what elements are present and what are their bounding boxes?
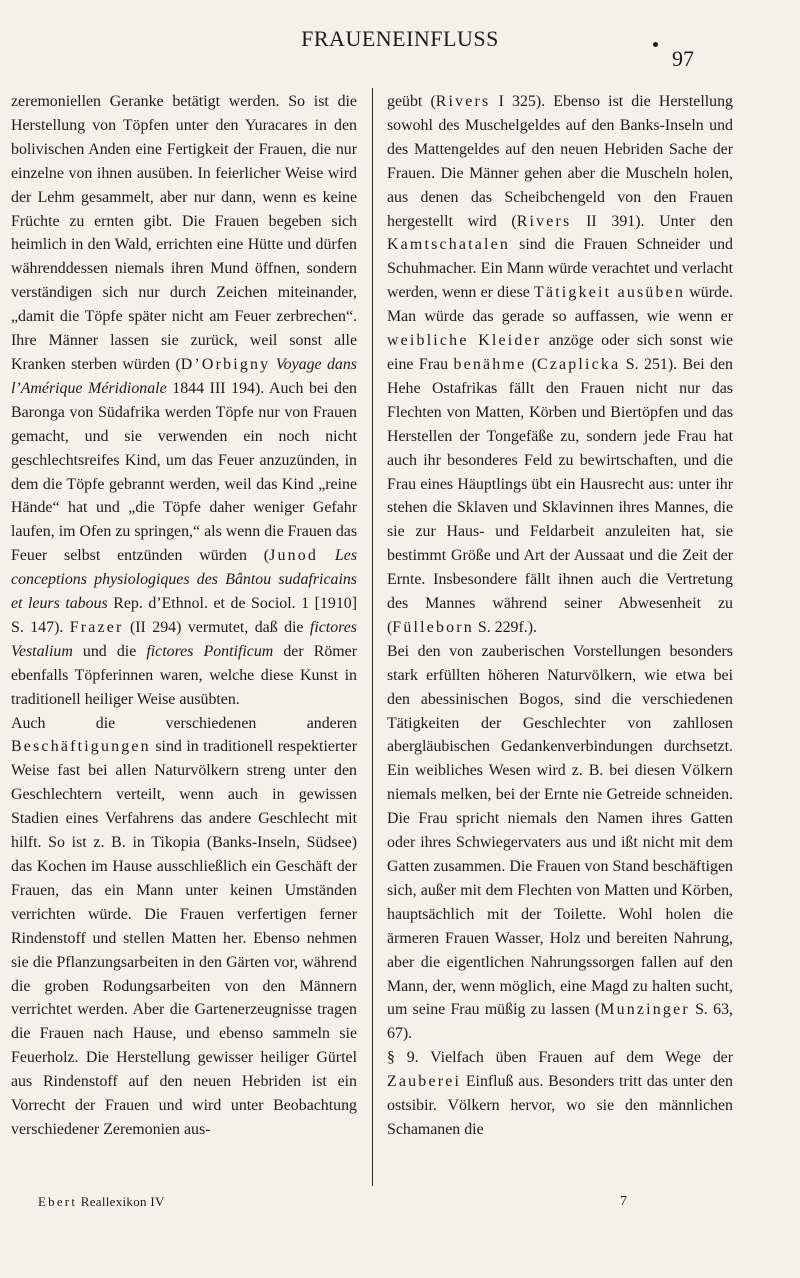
- book-title: Voyage dans l’Amérique Méridionale: [11, 355, 357, 397]
- book-title: Les conceptions physiologiques des Bântou sudafricains et leurs tabous: [11, 547, 357, 613]
- right-paragraph-1: [387, 90, 733, 640]
- emphasized-term: Beschäftigungen: [11, 738, 151, 756]
- author-name: Junod: [269, 547, 319, 565]
- page-header-title: FRAUENEINFLUSS: [301, 26, 499, 51]
- emphasized-term: Zauberei: [387, 1073, 462, 1091]
- text-run: I 325). Ebenso ist die Herstellung sowohl des Muschelgeldes auf den Banks-Inseln und des Mattengeldes auf den neuen Hebriden Sache der Frauen. Die Männer gehen aber die Muscheln holen, aus denen das Scheibchengeld von den Frauen hergestellt wird (: [387, 93, 733, 230]
- text-run: und die: [72, 642, 147, 660]
- text-run: der Römer ebenfalls Töpferinnen waren, welche diese Kunst in traditionell heiliger Weise ausübten.: [11, 642, 357, 708]
- author-name: D’Orbigny: [180, 355, 271, 373]
- author-name: Frazer: [69, 618, 124, 636]
- text-run: anzöge oder sich sonst wie eine Frau: [387, 332, 733, 373]
- footer-signature: 7: [620, 1194, 627, 1209]
- latin-term: fictores Pontificum: [146, 642, 274, 660]
- left-paragraph-1: [11, 90, 357, 712]
- text-run: Auch die verschiedenen anderen: [11, 714, 357, 732]
- left-paragraph-2: [11, 712, 357, 1142]
- emphasized-term: benähme: [453, 355, 527, 373]
- text-run: würde. Man würde das gerade so auffassen, wie wenn er: [387, 284, 733, 326]
- text-run: Bei den von zauberischen Vorstellungen besonders stark erfüllten höheren Naturvölkern, wie etwa bei den abessinischen Bogos, sind die verschiedenen Tätigkeiten der Geschlechter von zahllosen abergläubischen Gedankenverbindungen durchsetzt. Ein weibliches Wesen wird z. B. bei diesen Völkern niemals melken, bei der Ernte nie Getreide schneiden. Die Frau spricht niemals den Namen ihres Gatten oder ihres Schwiegervaters aus und ißt nicht mit dem Gatten zusammen. Die Frauen von Stand beschäftigen sich, außer mit dem Flechten von Matten und Körben, hauptsächlich mit der Toilette. Wohl holen die ärmeren Frauen Wasser, Holz und bereiten Nahrung, aber die eigentlichen Nahrungssorgen fallen auf den Mann, der, wenn möglich, eine Magd zu halten sucht, um seine Frau müßig zu lassen (: [387, 642, 733, 1019]
- text-run: Rep. d’Ethnol. et de Sociol. 1 [1910] S. 147).: [11, 595, 358, 636]
- text-run: S. 229f.).: [473, 618, 538, 636]
- header-dot: [653, 42, 658, 47]
- left-column: [11, 90, 357, 1142]
- footer-left: [38, 1194, 165, 1210]
- emphasized-term: Tätigkeit ausüben: [534, 284, 686, 302]
- text-run: S. 251). Bei den Hehe Ostafrikas fällt den Frauen nicht nur das Flechten von Matten, Körben und Biertöpfen und das Herstellen der Tongefäße zu, sondern jede Frau hat auch ihr besonderes Feld zu bewirtschaften, und die Frau eines Häuptlings übt ein Hausrecht aus: unter ihr stehen die Sklaven und Sklavinnen ihres Mannes, die sie zur Haus- und Feldarbeit anzuleiten hat, sie bestimmt Größe und Art der Aussaat und die Zeit der Ernte. Insbesondere fällt ihnen auch die Vertretung des Mannes während seiner Abwesenheit zu (: [387, 355, 734, 636]
- author-name: Munzinger: [600, 1001, 690, 1019]
- text-run: (: [526, 355, 537, 373]
- right-column: [387, 90, 733, 1142]
- text-run: sind in traditionell respektierter Weise fast bei allen Naturvölkern streng unter den Geschlechtern verteilt, wenn auch in gewissen Stadien eines Verfahrens das andere Geschlecht mit hilft. So ist z. B. in Tikopia (Banks-Inseln, Südsee) das Kochen im Hause ausschließlich ein Geschäft der Frauen, das ein Mann unter keinen Umständen verrichten würde. Die Frauen verfertigen ferner Rindenstoff und stellen Matten her. Ebenso nehmen sie die Pflanzungsarbeiten in den Gärten vor, während die groben Rodungsarbeiten von den Männern verrichtet werden. Aber die Gartenerzeugnisse tragen die Frauen nach Hause, und ebenso sammeln sie Feuerholz. Die Herstellung gewisser heiliger Gürtel aus Rindenstoff auf den neuen Hebriden ist ein Vorrecht der Frauen und wird unter Beobachtung verschiedener Zeremonien aus-: [11, 738, 357, 1138]
- latin-term: fictores Vestalium: [11, 618, 357, 660]
- author-name: Rivers: [435, 93, 491, 110]
- emphasized-term: Kamtschatalen: [387, 236, 511, 254]
- text-run: § 9. Vielfach üben Frauen auf dem Wege der: [387, 1049, 733, 1067]
- page-number: 97: [672, 46, 694, 71]
- author-name: Rivers: [516, 212, 572, 230]
- author-name: Fülleborn: [392, 618, 474, 636]
- right-paragraph-2: [387, 640, 733, 1046]
- right-paragraph-3: [387, 1046, 733, 1142]
- emphasized-term: weibliche Kleider: [387, 332, 542, 350]
- text-run: zeremoniellen Geranke betätigt werden. So ist die Herstellung von Töpfen unter den Yuracares in den bolivischen Anden eine Fertigkeit der Frauen, die nur einzelne von ihnen ausüben. In feierlicher Weise wird der Lehm gesammelt, aber nur dann, wenn es keine Früchte zu ernten gibt. Die Frauen begeben sich heimlich in den Wald, errichten eine Hütte und dürfen währenddessen niemals ihren Mund öffnen, sondern verständigen sich nur durch Zeichen miteinander, „damit die Töpfe später nicht am Feuer zerbrechen“. Ihre Männer lassen sie zurück, weil sonst alle Kranken sterben würden (: [11, 93, 357, 373]
- text-run: S. 63, 67).: [387, 1001, 733, 1043]
- column-divider: [372, 88, 373, 1186]
- footer-title: Reallexikon IV: [80, 1194, 165, 1209]
- author-name: Czaplicka: [536, 355, 621, 373]
- text-run: (II 294) vermutet, daß die: [123, 618, 310, 636]
- text-run: sind die Frauen Schneider und Schuhmacher. Ein Mann würde verachtet und verlacht werden, wenn er diese: [387, 236, 733, 302]
- footer-author: Ebert: [38, 1194, 78, 1209]
- text-run: 1844 III 194). Auch bei den Baronga von Südafrika werden Töpfe nur von Frauen gemacht, und sie verwenden ein noch nicht geschlechtsreifes Kind, um das Feuer anzuzünden, in dem die Töpfe gebrannt werden, weil das Kind „reine Hände“ hat und „die Töpfe daher weniger Gefahr laufen, im Ofen zu springen,“ als wenn die Frauen das Feuer selbst entzünden würden (: [11, 379, 357, 565]
- text-run: geübt (: [387, 93, 436, 110]
- text-run: Einfluß aus. Besonders tritt das unter den ostsibir. Völkern hervor, wo sie den männlichen Schamanen die: [387, 1073, 733, 1138]
- text-run: II 391). Unter den: [571, 212, 734, 230]
